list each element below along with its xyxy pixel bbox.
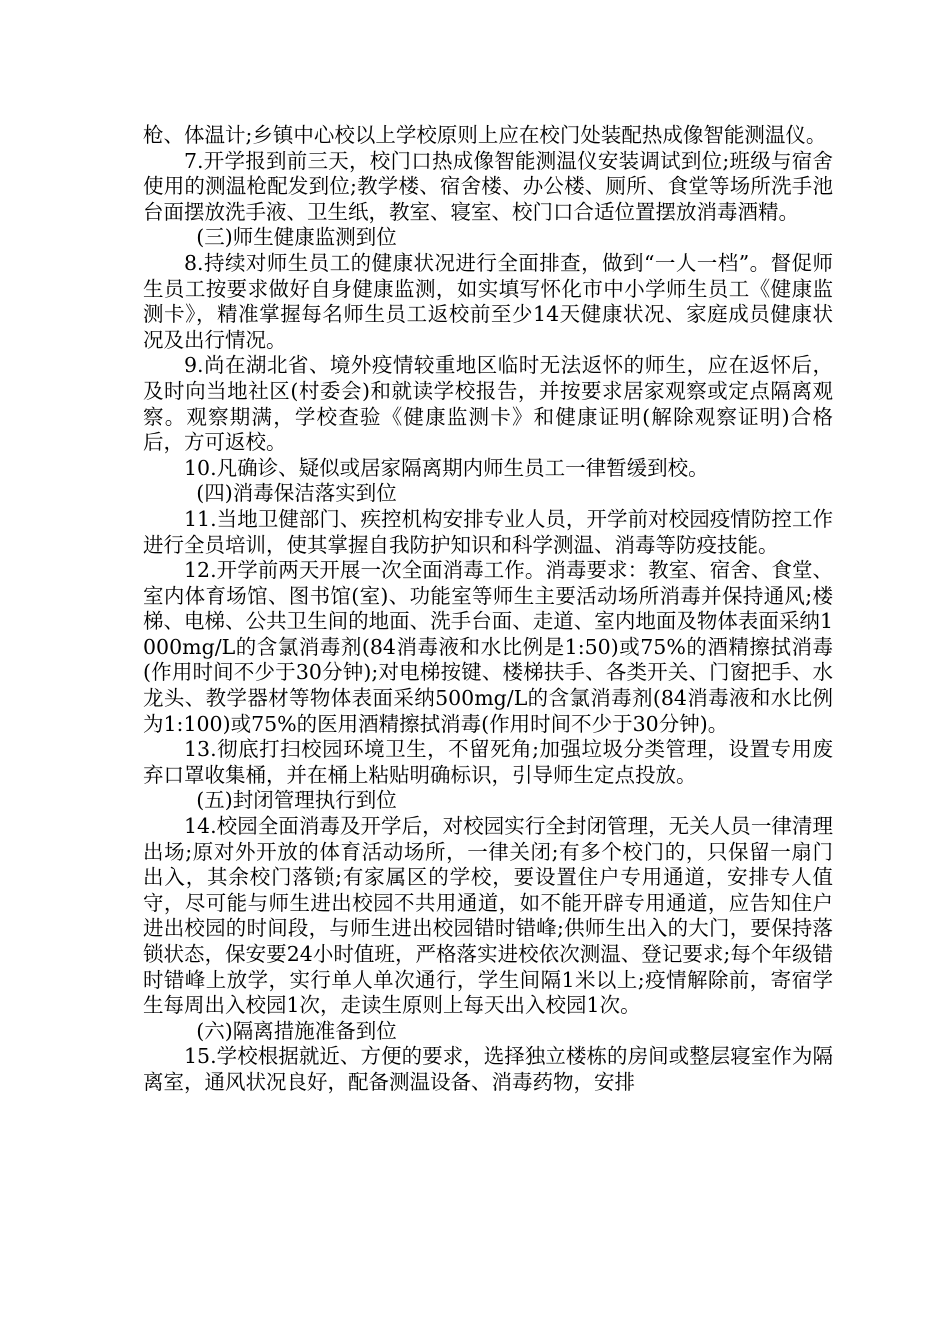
paragraph-item-12: 12.开学前两天开展一次全面消毒工作。消毒要求：教室、宿舍、食堂、室内体育场馆、图书馆(室)、功能室等师生主要活动场所消毒并保持通风;楼梯、电梯、公共卫生间的地面、洗手台面、走道、室内地面及物体表面采纳1000mg/L的含氯消毒剂(84消毒液和水比例是1:50)或75%的酒精擦拭消毒(作用时间不少于30分钟);对电梯按键、楼梯扶手、各类开关、门窗把手、水龙头、教学器材等物体表面采纳500mg/L的含氯消毒剂(84消毒液和水比例为1:100)或75%的医用酒精擦拭消毒(作用时间不少于30分钟)。 bbox=[143, 558, 833, 736]
paragraph-item-7: 7.开学报到前三天，校门口热成像智能测温仪安装调试到位;班级与宿舍使用的测温枪配发到位;教学楼、宿舍楼、办公楼、厕所、食堂等场所洗手池台面摆放洗手液、卫生纸，教室、寝室、校门口合适位置摆放消毒酒精。 bbox=[143, 148, 833, 224]
section-heading-4: (四)消毒保洁落实到位 bbox=[196, 481, 397, 506]
section-heading-6: (六)隔离措施准备到位 bbox=[196, 1018, 397, 1043]
document-body bbox=[143, 123, 833, 1096]
paragraph-item-15: 15.学校根据就近、方便的要求，选择独立楼栋的房间或整层寝室作为隔离室，通风状况良好，配备测温设备、消毒药物，安排 bbox=[143, 1044, 833, 1094]
section-heading-5: (五)封闭管理执行到位 bbox=[196, 788, 397, 813]
paragraph-item-13: 13.彻底打扫校园环境卫生，不留死角;加强垃圾分类管理，设置专用废弃口罩收集桶，并在桶上粘贴明确标识，引导师生定点投放。 bbox=[143, 737, 833, 787]
section-heading-3: (三)师生健康监测到位 bbox=[196, 225, 397, 250]
paragraph-item-8: 8.持续对师生员工的健康状况进行全面排查，做到“一人一档”。督促师生员工按要求做好自身健康监测，如实填写怀化市中小学师生员工《健康监测卡》，精准掌握每名师生员工返校前至少14天健康状况、家庭成员健康状况及出行情况。 bbox=[143, 250, 833, 352]
paragraph-item-9: 9.尚在湖北省、境外疫情较重地区临时无法返怀的师生，应在返怀后，及时向当地社区(村委会)和就读学校报告，并按要求居家观察或定点隔离观察。观察期满，学校查验《健康监测卡》和健康证明(解除观察证明)合格后，方可返校。 bbox=[143, 353, 833, 455]
paragraph-item-14: 14.校园全面消毒及开学后，对校园实行全封闭管理，无关人员一律清理出场;原对外开放的体育活动场所，一律关闭;有多个校门的，只保留一扇门出入，其余校门落锁;有家属区的学校，要设置住户专用通道，安排专人值守，尽可能与师生进出校园不共用通道，如不能开辟专用通道，应告知住户进出校园的时间段，与师生进出校园错时错峰;供师生出入的大门，要保持落锁状态，保安要24小时值班，严格落实进校依次测温、登记要求;每个年级错时错峰上放学，实行单人单次通行，学生间隔1米以上;疫情解除前，寄宿学生每周出入校园1次，走读生原则上每天出入校园1次。 bbox=[143, 814, 833, 1018]
paragraph-item-11: 11.当地卫健部门、疾控机构安排专业人员，开学前对校园疫情防控工作进行全员培训，使其掌握自我防护知识和科学测温、消毒等防疫技能。 bbox=[143, 506, 833, 557]
paragraph-item-10: 10.凡确诊、疑似或居家隔离期内师生员工一律暂缓到校。 bbox=[184, 455, 709, 480]
paragraph-continuation: 枪、体温计;乡镇中心校以上学校原则上应在校门处装配热成像智能测温仪。 bbox=[143, 123, 827, 147]
